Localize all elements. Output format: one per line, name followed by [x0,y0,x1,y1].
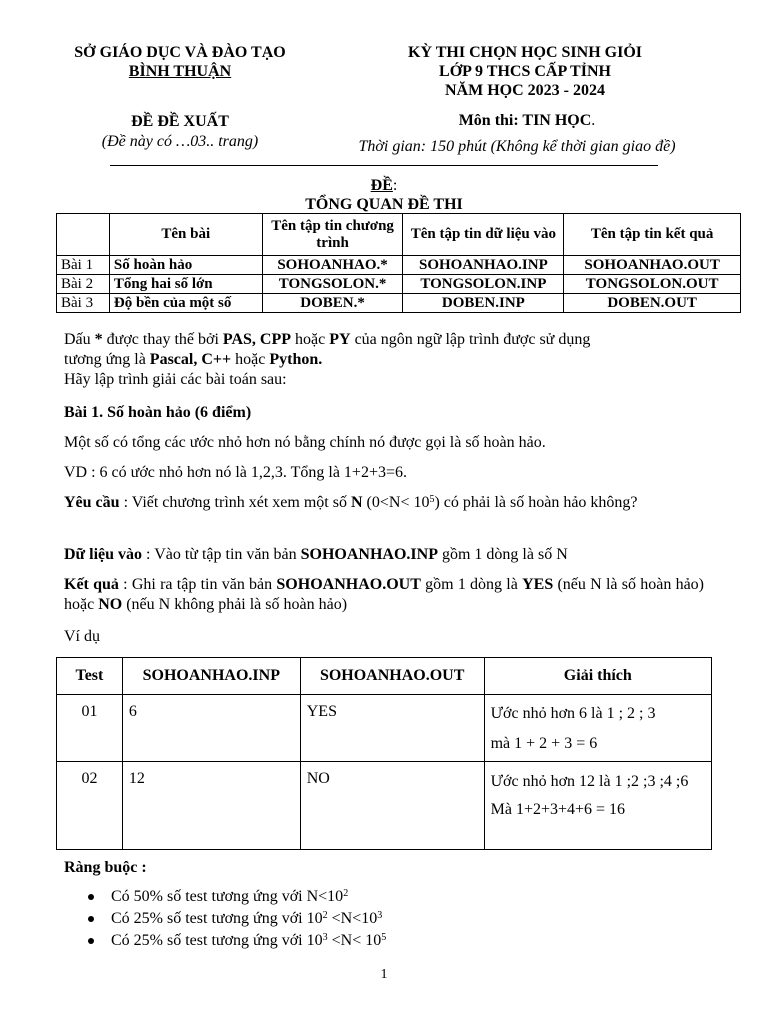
example-header-row [57,658,712,695]
bullet-icon [88,894,94,900]
col-test: Test [57,658,123,695]
table-row: Bài 3 Độ bền của một số DOBEN.* DOBEN.INP DOBEN.OUT [57,294,741,313]
exam-year: NĂM HỌC 2023 - 2024 [445,82,605,99]
problem1-definition: Một số có tổng các ước nhỏ hơn nó bằng chính nó được gọi là số hoàn hảo. [64,434,546,451]
col-output-file: Tên tập tin kết quả [564,214,741,256]
col-problem-name: Tên bài [109,214,262,256]
bullet-icon [88,916,94,922]
table-row: Bài 1 Số hoàn hảo SOHOANHAO.* SOHOANHAO.INP SOHOANHAO.OUT [57,256,741,275]
intro-line-3: Hãy lập trình giải các bài toán sau: [64,371,287,388]
problem1-output: Kết quả : Ghi ra tập tin văn bản SOHOANHAO.OUT gồm 1 dòng là YES (nếu N là số hoàn hảo) hoặc NO (nếu N không phải là số hoàn hảo) [64,576,704,613]
col-input-file: Tên tập tin dữ liệu vào [403,214,564,256]
header-right [360,43,690,100]
time-note: Thời gian: 150 phút (Không kể thời gian giao đề) [358,138,676,155]
list-item: Có 25% số test tương ứng với $10^3 <N< 10^5$ [88,931,588,953]
org-name: SỞ GIÁO DỤC VÀ ĐÀO TẠO [74,44,286,61]
intro-line-2: tương ứng là Pascal, C++ hoặc Python. [64,351,323,368]
intro-block [64,330,714,390]
exam-grade: LỚP 9 THCS CẤP TỈNH [439,63,611,80]
list-item: Có 50% số test tương ứng với $N<10^2$ [88,887,588,909]
pages-note: (Đề này có …03.. trang) [101,133,259,150]
overview-table [56,213,741,313]
intro-line-1: Dấu * được thay thế bởi PAS, CPP hoặc PY của ngôn ngữ lập trình được sử dụng [64,331,591,348]
list-item: Có 25% số test tương ứng với $10^2 <N<10^3$ [88,909,588,931]
problem1-input: Dữ liệu vào : Vào từ tập tin văn bản SOHOANHAO.INP gồm 1 dòng là số N [64,546,568,563]
page-number: 1 [380,967,388,982]
bullet-icon [88,938,94,944]
problem1-requirement: Yêu cầu : Viết chương trình xét xem một số N $(0<N< 10^5)$ có phải là số hoàn hảo không? [64,494,638,511]
proposal-label: ĐỀ ĐỀ XUẤT [131,113,229,130]
overview-header-row [57,214,741,256]
subject-block: Môn thi: TIN HỌC. Thời gian: 150 phút (Không kể thời gian giao đề) [322,111,712,156]
constraints-label: Ràng buộc : [64,859,147,876]
problem1-example-line: VD : 6 có ước nhỏ hơn nó là 1,2,3. Tổng là 1+2+3=6. [64,464,407,481]
table-row: Bài 2 Tổng hai số lớn TONGSOLON.* TONGSOLON.INP TONGSOLON.OUT [57,275,741,294]
col-explanation: Giải thích [484,658,711,695]
table-row: 02 12 NO Ước nhỏ hơn 12 là 1 ;2 ;3 ;4 ;6 Mà 1+2+3+4+6 = 16 [57,762,712,850]
province-name: BÌNH THUẬN [128,63,232,80]
overview-title: TỔNG QUAN ĐỀ THI [305,196,463,213]
col-program-file: Tên tập tin chương trình [262,214,403,256]
problem1-heading: Bài 1. Số hoàn hảo (6 điểm) [64,404,252,421]
example-label: Ví dụ [64,628,100,645]
col-out: SOHOANHAO.OUT [300,658,484,695]
example-table [56,657,712,850]
col-inp: SOHOANHAO.INP [122,658,300,695]
subject-label: Môn thi: TIN HỌC [458,112,592,129]
table-row: 01 6 YES Ước nhỏ hơn 6 là 1 ; 2 ; 3 mà 1 + 2 + 3 = 6 [57,695,712,762]
proposal-block [60,112,300,151]
header-left [50,43,310,81]
constraints-list [88,887,588,953]
de-title: ĐỀ: [370,177,398,194]
header-divider [110,165,658,166]
exam-title: KỲ THI CHỌN HỌC SINH GIỎI [408,44,642,61]
